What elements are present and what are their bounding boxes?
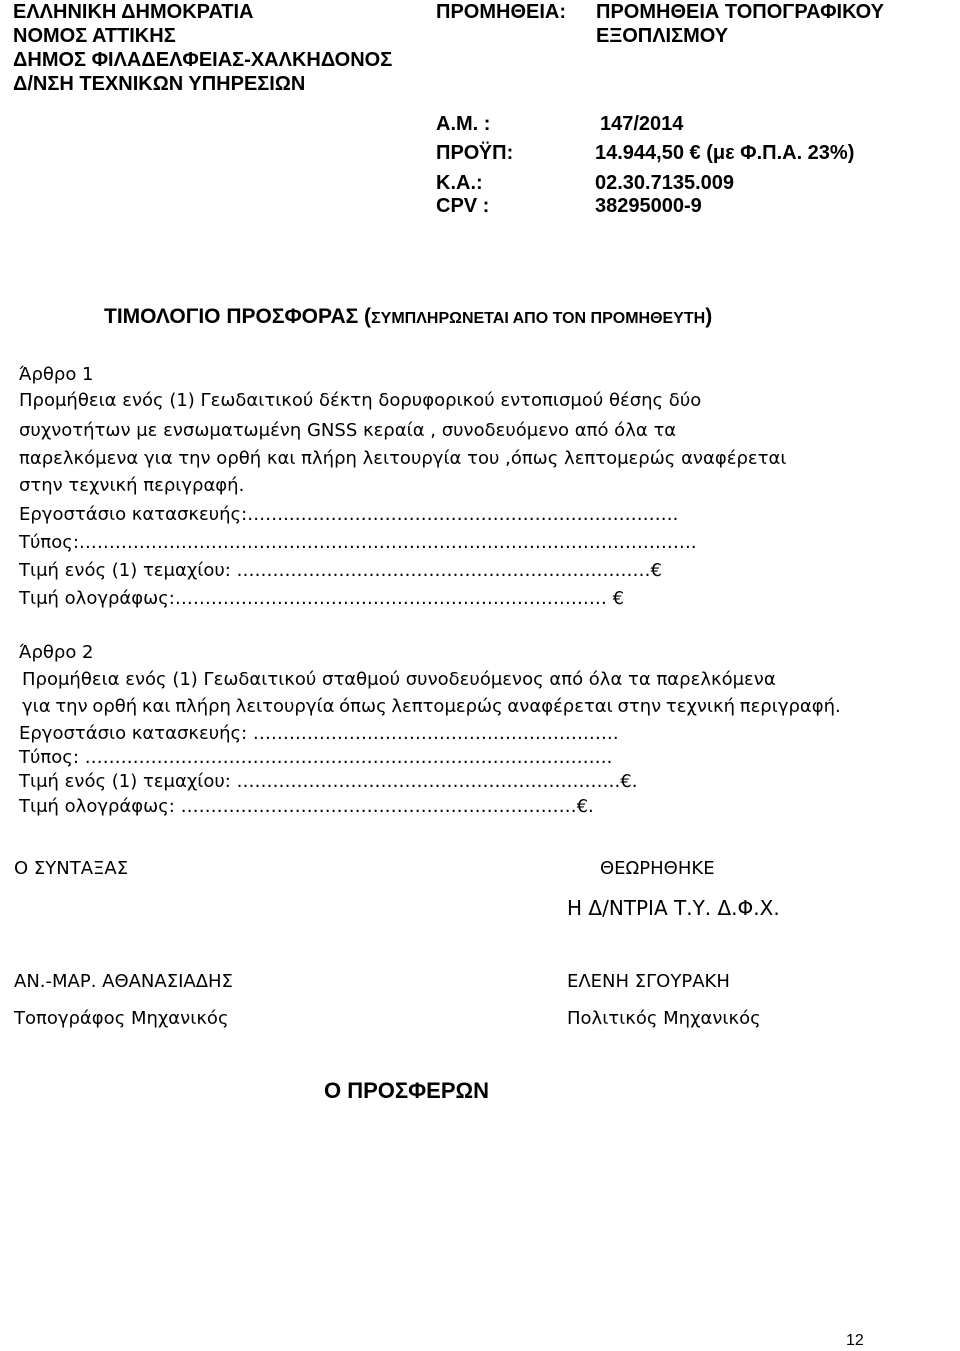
title-subtitle: ΣΥΜΠΛΗΡΩΝΕΤΑΙ ΑΠΟ ΤΟΝ ΠΡΟΜΗΘΕΥΤΗ bbox=[371, 310, 706, 327]
author-name: ΑΝ.-ΜΑΡ. ΑΘΑΝΑΣΙΑΔΗΣ bbox=[14, 971, 233, 992]
meta-ka-label: Κ.Α.: bbox=[436, 172, 483, 194]
page-number: 12 bbox=[846, 1332, 864, 1349]
procurement-value-line1: ΠΡΟΜΗΘΕΙΑ ΤΟΠΟΓΡΑΦΙΚΟΥ bbox=[596, 1, 884, 23]
author-role: Ο ΣΥΝΤΑΞΑΣ bbox=[14, 858, 129, 879]
article2-price-words-field: Τιμή ολογράφως: …………………………………………………………€. bbox=[19, 796, 594, 817]
header-prefecture: ΝΟΜΟΣ ΑΤΤΙΚΗΣ bbox=[13, 25, 176, 47]
article2-factory-field: Εργοστάσιο κατασκευής: ……………………………………………………. bbox=[19, 723, 619, 744]
article1-unit-price-field: Τιμή ενός (1) τεμαχίου: ……………………………………………………………€ bbox=[19, 560, 663, 581]
meta-am-value: 147/2014 bbox=[600, 113, 684, 135]
procurement-value-line2: ΕΞΟΠΛΙΣΜΟΥ bbox=[596, 25, 729, 47]
approver-title: Πολιτικός Μηχανικός bbox=[567, 1008, 761, 1029]
article1-text-line3: παρελκόμενα για την ορθή και πλήρη λειτουργία του ,όπως λεπτομερώς αναφέρεται bbox=[19, 448, 787, 469]
article1-text-line1: Προμήθεια ενός (1) Γεωδαιτικού δέκτη δορυφορικού εντοπισμού θέσης δύο bbox=[19, 390, 702, 411]
article1-heading: Άρθρο 1 bbox=[19, 364, 94, 385]
meta-budget-label: ΠΡΟΫΠ: bbox=[436, 142, 514, 164]
header-department: Δ/ΝΣΗ ΤΕΧΝΙΚΩΝ ΥΠΗΡΕΣΙΩΝ bbox=[13, 73, 306, 95]
article1-text-line2: συχνοτήτων με ενσωματωμένη GNSS κεραία , συνοδευόμενο από όλα τα bbox=[19, 420, 677, 441]
meta-ka-value: 02.30.7135.009 bbox=[595, 172, 735, 194]
article2-type-field: Τύπος: ……………………………………………………………………………. bbox=[19, 747, 613, 768]
article2-heading: Άρθρο 2 bbox=[19, 642, 94, 663]
article2-text-line2: για την ορθή και πλήρη λειτουργία όπως λεπτομερώς αναφέρεται στην τεχνική περιγραφή. bbox=[22, 696, 841, 717]
article1-text-line4: στην τεχνική περιγραφή. bbox=[19, 475, 245, 496]
article1-factory-field: Εργοστάσιο κατασκευής:……..………………………………………………………. bbox=[19, 504, 679, 525]
article2-unit-price-field: Τιμή ενός (1) τεμαχίου: ……………………………………………………….€. bbox=[19, 771, 638, 792]
meta-cpv-value: 38295000-9 bbox=[595, 195, 702, 217]
approval-role: ΘΕΩΡΗΘΗΚΕ bbox=[600, 858, 715, 879]
procurement-label: ΠΡΟΜΗΘΕΙΑ: bbox=[436, 1, 566, 23]
article2-text-line1: Προμήθεια ενός (1) Γεωδαιτικού σταθμού συνοδευόμενος από όλα τα παρελκόμενα bbox=[22, 669, 776, 690]
header-state: ΕΛΛΗΝΙΚΗ ΔΗΜΟΚΡΑΤΙΑ bbox=[13, 1, 254, 23]
meta-cpv-label: CPV : bbox=[436, 195, 490, 217]
article1-price-words-field: Τιμή ολογράφως:……………………………………………………………… € bbox=[19, 588, 625, 609]
header-municipality: ΔΗΜΟΣ ΦΙΛΑΔΕΛΦΕΙΑΣ-ΧΑΛΚΗΔΟΝΟΣ bbox=[13, 49, 393, 71]
article1-type-field: Τύπος:…………………………………………………………………………………………. bbox=[19, 532, 697, 553]
approval-director: Η Δ/ΝΤΡΙΑ Τ.Υ. Δ.Φ.Χ. bbox=[567, 896, 780, 920]
document-title bbox=[104, 305, 712, 329]
meta-am-label: Α.Μ. : bbox=[436, 113, 491, 135]
offerer-label: Ο ΠΡΟΣΦΕΡΩΝ bbox=[324, 1078, 490, 1103]
title-main: ΤΙΜΟΛΟΓΙΟ ΠΡΟΣΦΟΡΑΣ ( bbox=[104, 305, 372, 328]
meta-budget-value: 14.944,50 € (με Φ.Π.Α. 23%) bbox=[595, 142, 855, 164]
title-close: ) bbox=[705, 305, 713, 328]
author-title: Τοπογράφος Μηχανικός bbox=[14, 1008, 229, 1029]
approver-name: ΕΛΕΝΗ ΣΓΟΥΡΑΚΗ bbox=[567, 971, 730, 992]
